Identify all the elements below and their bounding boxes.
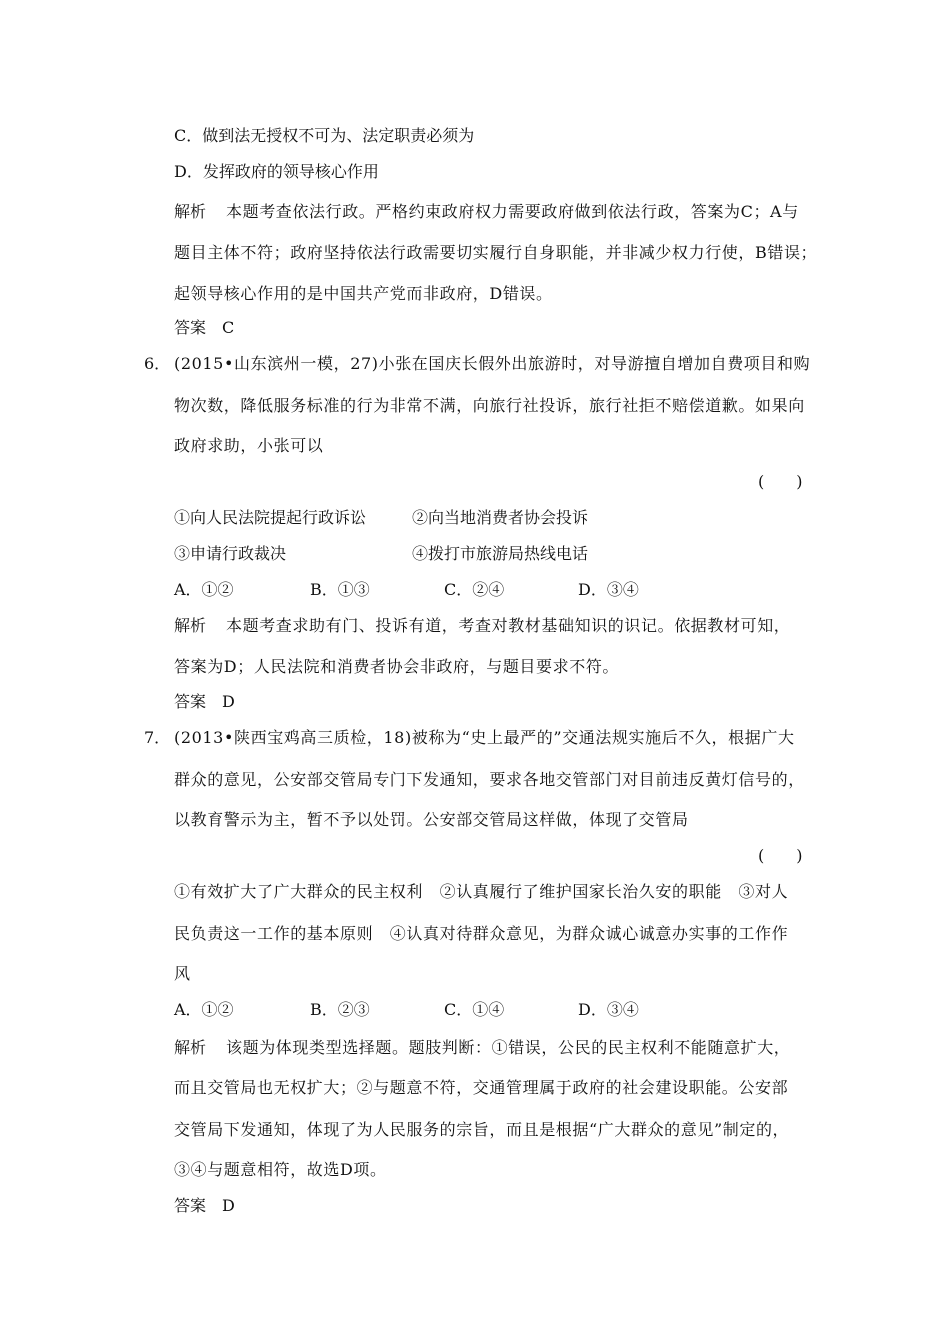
q6-item-4: ④拨打市旅游局热线电话 xyxy=(412,544,589,563)
q7-items-line-2: 民负责这一工作的基本原则 ④认真对待群众意见，为群众诚心诚意办实事的工作作 xyxy=(174,924,789,943)
q7-items-line-1: ①有效扩大了广大群众的民主权利 ②认真履行了维护国家长治久安的职能 ③对人 xyxy=(174,882,789,901)
q5-analysis-line-1: 本题考查依法行政。严格约束政府权力需要政府做到依法行政，答案为C；A与 xyxy=(226,202,799,221)
q6-item-1: ①向人民法院提起行政诉讼 xyxy=(174,508,367,527)
q6-analysis-line-1: 本题考查求助有门、投诉有道，考查对教材基础知识的识记。依据教材可知， xyxy=(226,616,791,635)
q7-stem-line-2: 群众的意见，公安部交管局专门下发通知，要求各地交管部门对目前违反黄灯信号的， xyxy=(174,770,805,789)
q7-stem-line-3: 以教育警示为主，暂不予以处罚。公安部交管局这样做，体现了交管局 xyxy=(174,810,689,829)
q6-stem-line-3: 政府求助，小张可以 xyxy=(174,436,324,455)
q6-answer-value: D xyxy=(222,692,235,711)
q7-analysis-label: 解析 xyxy=(174,1038,207,1057)
q7-items-line-3: 风 xyxy=(174,964,191,983)
q7-answer-paren: ( ) xyxy=(758,846,803,865)
q6-choice-a: A．①② xyxy=(174,580,234,599)
q6-analysis-line-2: 答案为D；人民法院和消费者协会非政府，与题目要求不符。 xyxy=(174,657,620,676)
q6-answer-paren: ( ) xyxy=(758,472,803,491)
q6-analysis-label: 解析 xyxy=(174,616,207,635)
q6-stem-line-1: (2015•山东滨州一模，27)小张在国庆长假外出旅游时，对导游擅自增加自费项目和购 xyxy=(174,354,811,373)
q7-stem-line-1: (2013•陕西宝鸡高三质检，18)被称为“史上最严的”交通法规实施后不久，根据广大 xyxy=(174,728,795,747)
q7-number: 7． xyxy=(144,728,171,747)
q7-choice-c: C．①④ xyxy=(444,1000,505,1019)
q7-choice-b: B．②③ xyxy=(310,1000,370,1019)
q5-answer-label: 答案 xyxy=(174,318,207,337)
q5-analysis-label: 解析 xyxy=(174,202,207,221)
q6-choice-d: D．③④ xyxy=(578,580,639,599)
q6-item-3: ③申请行政裁决 xyxy=(174,544,287,563)
q7-choice-a: A．①② xyxy=(174,1000,234,1019)
q6-number: 6． xyxy=(144,354,171,373)
q5-option-d: D．发挥政府的领导核心作用 xyxy=(174,162,379,181)
q5-analysis-line-2: 题目主体不符；政府坚持依法行政需要切实履行自身职能，并非减少权力行使，B错误； xyxy=(174,243,818,262)
q7-analysis-line-2: 而且交管局也无权扩大；②与题意不符，交通管理属于政府的社会建设职能。公安部 xyxy=(174,1078,789,1097)
q6-choice-c: C．②④ xyxy=(444,580,505,599)
q6-choice-b: B．①③ xyxy=(310,580,370,599)
q6-stem-line-2: 物次数，降低服务标准的行为非常不满，向旅行社投诉，旅行社拒不赔偿道歉。如果向 xyxy=(174,396,805,415)
q5-answer-value: C xyxy=(222,318,235,337)
q5-option-c: C．做到法无授权不可为、法定职责必须为 xyxy=(174,126,475,145)
q6-item-2: ②向当地消费者协会投诉 xyxy=(412,508,589,527)
q7-answer-label: 答案 xyxy=(174,1196,207,1215)
q6-answer-label: 答案 xyxy=(174,692,207,711)
q7-answer-value: D xyxy=(222,1196,235,1215)
q5-analysis-line-3: 起领导核心作用的是中国共产党而非政府，D错误。 xyxy=(174,284,553,303)
q7-analysis-line-1: 该题为体现类型选择题。题肢判断：①错误，公民的民主权利不能随意扩大， xyxy=(226,1038,791,1057)
q7-analysis-line-3: 交管局下发通知，体现了为人民服务的宗旨，而且是根据“广大群众的意见”制定的， xyxy=(174,1120,790,1139)
q7-analysis-line-4: ③④与题意相符，故选D项。 xyxy=(174,1160,387,1179)
q7-choice-d: D．③④ xyxy=(578,1000,639,1019)
